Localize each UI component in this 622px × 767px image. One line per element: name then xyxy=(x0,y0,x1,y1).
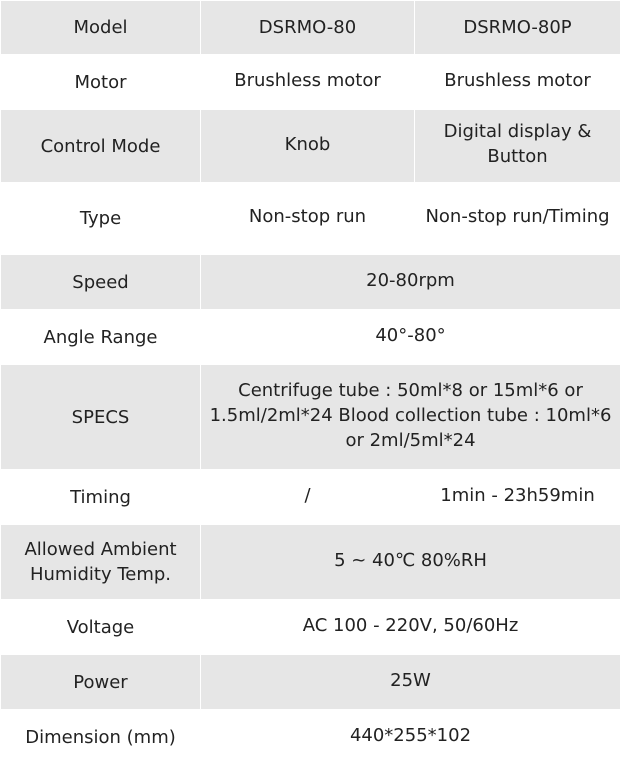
row-angle-range xyxy=(1,310,621,365)
ambient-value: 5 ~ 40℃ 80%RH xyxy=(201,525,621,600)
type-label: Type xyxy=(1,183,201,255)
header-model-2-cell: DSRMO-80P xyxy=(415,1,621,55)
voltage-label: Voltage xyxy=(1,600,201,655)
row-control-mode xyxy=(1,110,621,183)
header-label-cell: Model xyxy=(1,1,201,55)
row-power xyxy=(1,655,621,710)
speed-value: 20-80rpm xyxy=(201,255,621,310)
control-mode-value-2: Digital display & Button xyxy=(415,110,621,183)
speed-label: Speed xyxy=(1,255,201,310)
specs-value: Centrifuge tube : 50ml*8 or 15ml*6 or 1.5ml/2ml*24 Blood collection tube : 10ml*6 or 2ml/5ml*24 xyxy=(201,365,621,470)
timing-label: Timing xyxy=(1,470,201,525)
row-type xyxy=(1,183,621,255)
header-row xyxy=(1,1,621,55)
row-ambient xyxy=(1,525,621,600)
row-specs xyxy=(1,365,621,470)
motor-label: Motor xyxy=(1,55,201,110)
control-mode-value-1: Knob xyxy=(201,110,415,183)
power-label: Power xyxy=(1,655,201,710)
voltage-value: AC 100 - 220V, 50/60Hz xyxy=(201,600,621,655)
motor-value-2: Brushless motor xyxy=(415,55,621,110)
dimension-value: 440*255*102 xyxy=(201,710,621,765)
row-dimension xyxy=(1,710,621,765)
header-model-1-cell: DSRMO-80 xyxy=(201,1,415,55)
row-timing xyxy=(1,470,621,525)
type-value-2: Non-stop run/Timing xyxy=(415,183,621,255)
motor-value-1: Brushless motor xyxy=(201,55,415,110)
angle-range-value: 40°-80° xyxy=(201,310,621,365)
control-mode-label: Control Mode xyxy=(1,110,201,183)
ambient-label: Allowed Ambient Humidity Temp. xyxy=(1,525,201,600)
dimension-label: Dimension (mm) xyxy=(1,710,201,765)
power-value: 25W xyxy=(201,655,621,710)
row-speed xyxy=(1,255,621,310)
row-voltage xyxy=(1,600,621,655)
type-value-1: Non-stop run xyxy=(201,183,415,255)
row-motor xyxy=(1,55,621,110)
specs-label: SPECS xyxy=(1,365,201,470)
timing-value-1: / xyxy=(201,470,415,525)
timing-value-2: 1min - 23h59min xyxy=(415,470,621,525)
angle-range-label: Angle Range xyxy=(1,310,201,365)
